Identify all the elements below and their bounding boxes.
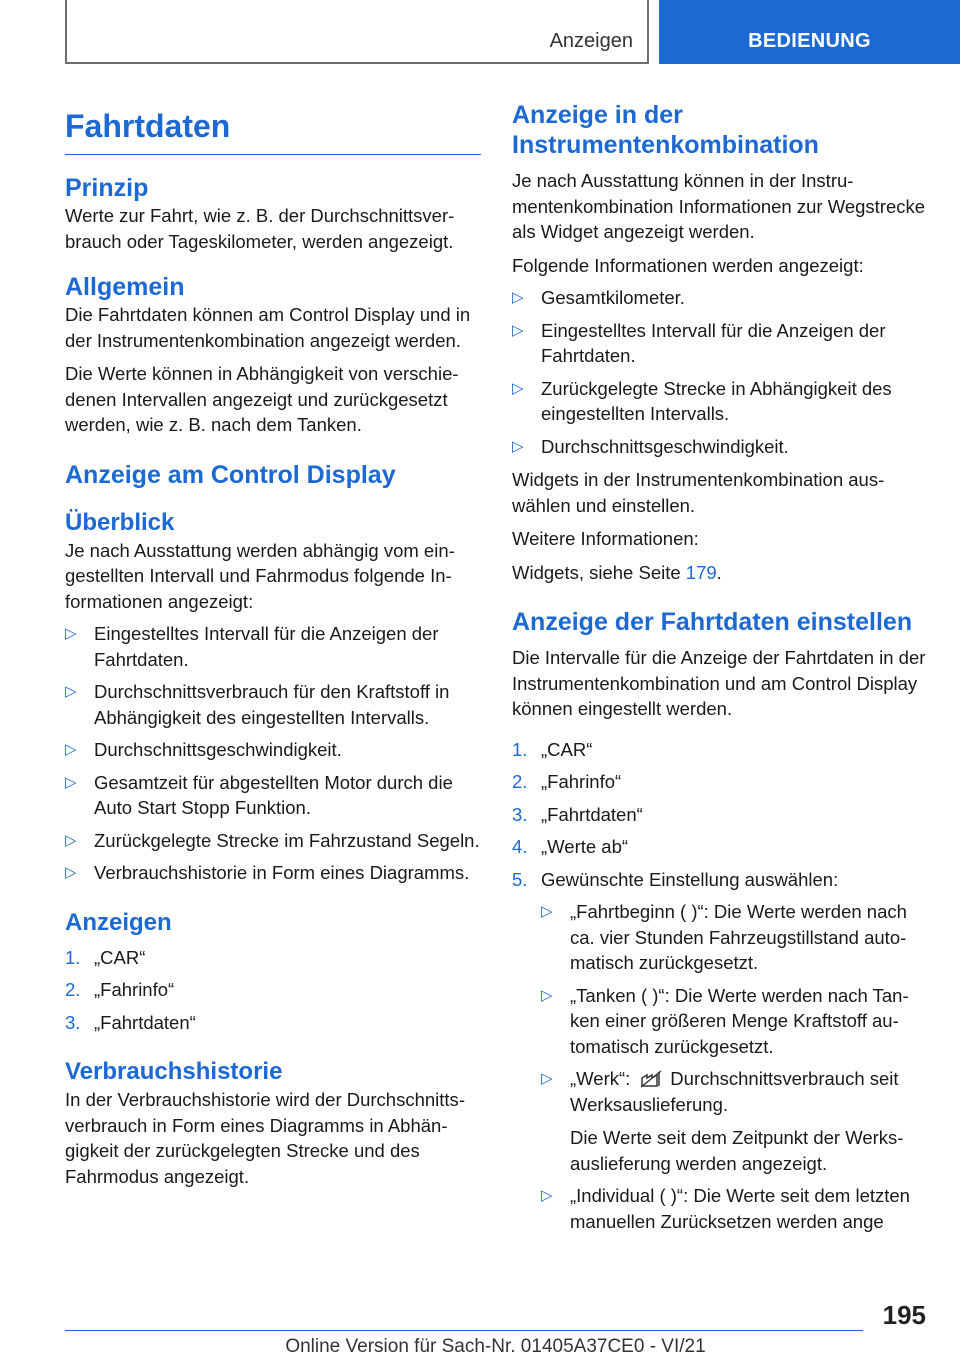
- text-allgemein-2: Die Werte können in Abhängigkeit von verschiedenen Intervallen angezeigt und zurückgesetzt werden, wie z. B. nach dem Tanken.: [65, 363, 459, 435]
- triangle-bullet-icon: ▷: [541, 986, 553, 1004]
- triangle-bullet-icon: ▷: [512, 289, 524, 306]
- list-item: ▷ Gesamtkilometer.: [512, 285, 928, 311]
- footer-divider: [65, 1330, 863, 1331]
- heading-verbrauchshistorie: Verbrauchshistorie: [65, 1058, 283, 1085]
- option-tanken: ▷ „Tanken ( )“: Die Werte werden nach Tanken einer größeren Menge Kraftstoff automatisch zurückgesetzt.: [541, 984, 909, 1057]
- step-item: 4. „Werte ab“: [512, 836, 629, 857]
- triangle-bullet-icon: ▷: [65, 683, 77, 700]
- step-item: 1. „CAR“: [512, 738, 593, 760]
- list-item: ▷ Durchschnittsgeschwindigkeit.: [512, 434, 928, 460]
- triangle-bullet-icon: ▷: [65, 741, 77, 758]
- list-item: ▷ Zurückgelegte Strecke in Abhängigkeit des eingestellten Intervalls.: [512, 377, 892, 424]
- ik-list: [512, 285, 928, 459]
- text-verbrauchshistorie: In der Verbrauchshistorie wird der Durchschnittsverbrauch in Form eines Diagramms in Abhängigkeit der zurückgelegten Strecke und des Fahrmodus angezeigt.: [65, 1089, 465, 1187]
- title-divider: [65, 154, 481, 155]
- left-column: [65, 100, 481, 1189]
- widgets-reference: Widgets, siehe Seite 179.: [512, 561, 722, 583]
- step-item: 1. „CAR“: [65, 946, 146, 968]
- heading-ueberblick: Überblick: [65, 508, 175, 536]
- heading-allgemein: Allgemein: [65, 273, 185, 301]
- option-werk-detail: Die Werte seit dem Zeitpunkt der Werksauslieferung werden angezeigt.: [570, 1127, 904, 1174]
- heading-einstellen: Anzeige der Fahrtdaten einstellen: [512, 608, 913, 636]
- text-allgemein-1: Die Fahrtdaten können am Control Display und in der Instrumentenkombination angezeigt werden.: [65, 304, 471, 351]
- triangle-bullet-icon: ▷: [65, 831, 77, 849]
- list-item: ▷ Gesamtzeit für abgestellten Motor durch die Auto Start Stopp Funktion.: [65, 771, 453, 818]
- heading-anzeigen: Anzeigen: [65, 908, 172, 936]
- right-column: [512, 100, 928, 1234]
- step-item: 5. Gewünschte Einstellung auswählen: ▷ „Fahrtbeginn ( )“: Die Werte werden nach ca. vier Stunden Fahrzeugstillstand automatisch zurückgesetzt. ▷ „Tanken ( )“: Die Werte werden nach Tanken einer größeren Menge Kraftstoff automatisch zurückgesetzt. ▷ „Werk“: Durchschnittsverbrauch seit Werksauslieferung. Die Werte seit dem Zeitpunkt der Werksauslieferung werden angezeigt. ▷ „Individual ( )“: Die Werte seit dem letzten manuellen Zurücksetzen werden ange: [512, 867, 928, 1235]
- page-link-179[interactable]: 179: [685, 561, 717, 583]
- option-individual: ▷ „Individual ( )“: Die Werte seit dem letzten manuellen Zurücksetzen werden ange: [541, 1185, 910, 1232]
- triangle-bullet-icon: ▷: [541, 1070, 553, 1087]
- page-number: 195: [882, 1300, 926, 1330]
- page-title: Fahrtdaten: [65, 108, 231, 144]
- factory-icon: [640, 1070, 662, 1088]
- list-item: ▷ Durchschnittsverbrauch für den Kraftstoff in Abhängigkeit des eingestellten Intervalls.: [65, 681, 450, 728]
- triangle-bullet-icon: ▷: [65, 864, 77, 881]
- triangle-bullet-icon: ▷: [541, 903, 553, 920]
- step-item: 2. „Fahrinfo“: [512, 771, 622, 792]
- footer-version-text: Online Version für Sach-Nr. 01405A37CE0 - VI/21: [285, 1336, 706, 1357]
- text-ik-1: Je nach Ausstattung können in der Instrumentenkombination Informationen zur Wegstrecke als Widget angezeigt werden.: [512, 170, 926, 242]
- text-prinzip: Werte zur Fahrt, wie z. B. der Durchschnittsverbrauch oder Tageskilometer, werden angezeigt.: [65, 205, 455, 252]
- text-ik-4: Weitere Informationen:: [512, 528, 699, 549]
- list-item: ▷ Eingestelltes Intervall für die Anzeigen der Fahrtdaten.: [512, 319, 886, 366]
- text-ik-2: Folgende Informationen werden angezeigt:: [512, 254, 864, 276]
- option-fahrtbeginn: ▷ „Fahrtbeginn ( )“: Die Werte werden nach ca. vier Stunden Fahrzeugstillstand automatisch zurückgesetzt.: [541, 901, 907, 973]
- header-section-label: Anzeigen: [549, 30, 633, 52]
- einstellen-steps: [512, 737, 928, 1235]
- list-item: ▷ Verbrauchshistorie in Form eines Diagramms.: [65, 860, 481, 886]
- heading-instrumentenkombination: Anzeige in der Instrumentenkombination: [512, 101, 819, 159]
- header-chapter-label: BEDIENUNG: [748, 30, 871, 52]
- step-item: 2. „Fahrinfo“: [65, 979, 175, 1000]
- list-item: ▷ Zurückgelegte Strecke im Fahrzustand Segeln.: [65, 828, 481, 854]
- heading-prinzip: Prinzip: [65, 174, 149, 202]
- triangle-bullet-icon: ▷: [512, 437, 524, 455]
- triangle-bullet-icon: ▷: [65, 625, 77, 642]
- anzeigen-steps: [65, 945, 481, 1036]
- header-section-box: [65, 0, 649, 64]
- triangle-bullet-icon: ▷: [541, 1187, 553, 1204]
- list-item: ▷ Eingestelltes Intervall für die Anzeigen der Fahrtdaten.: [65, 623, 439, 670]
- triangle-bullet-icon: ▷: [512, 379, 524, 397]
- triangle-bullet-icon: ▷: [512, 321, 524, 339]
- step-item: 3. „Fahrtdaten“: [65, 1011, 196, 1033]
- text-einstellen: Die Intervalle für die Anzeige der Fahrtdaten in der Instrumentenkombination und am Control Display können eingestellt werden.: [512, 647, 926, 719]
- option-werk: ▷ „Werk“: Durchschnittsverbrauch seit Werksauslieferung. Die Werte seit dem Zeitpunkt der Werksauslieferung werden angezeigt.: [541, 1066, 928, 1176]
- ueberblick-list: [65, 621, 481, 886]
- heading-control-display: Anzeige am Control Display: [65, 460, 396, 489]
- triangle-bullet-icon: ▷: [65, 773, 77, 791]
- list-item: ▷ Durchschnittsgeschwindigkeit.: [65, 737, 481, 763]
- text-ueberblick: Je nach Ausstattung werden abhängig vom eingestellten Intervall und Fahrmodus folgende Informationen angezeigt:: [65, 539, 455, 612]
- text-ik-3: Widgets in der Instrumentenkombination auswählen und einstellen.: [512, 469, 885, 516]
- header-chapter-tab: [659, 0, 960, 64]
- einstellung-options: [541, 899, 928, 1234]
- step-item: 3. „Fahrtdaten“: [512, 803, 643, 825]
